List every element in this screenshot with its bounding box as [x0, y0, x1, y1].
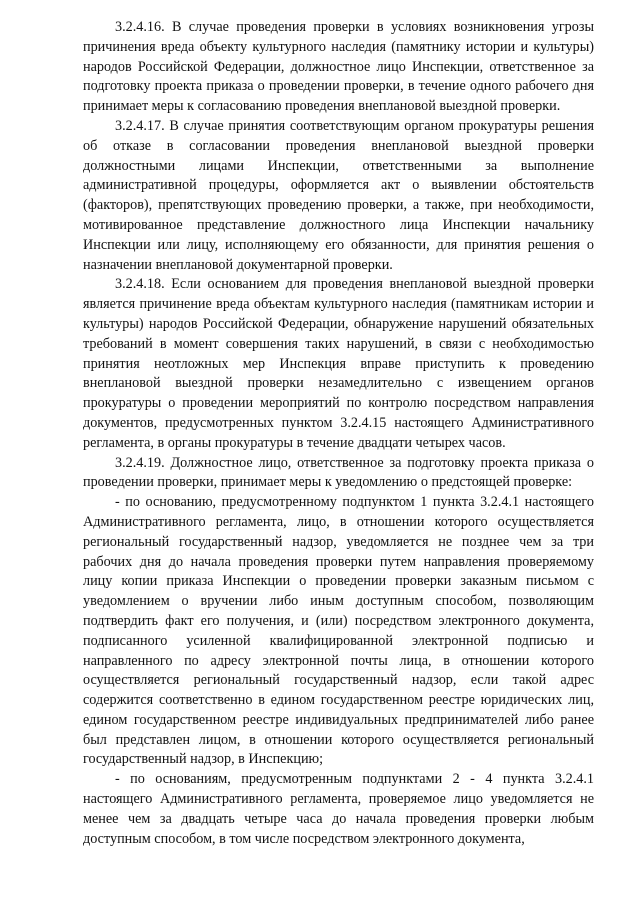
paragraph-3-2-4-17: 3.2.4.17. В случае принятия соответствующим органом прокуратуры решения об отказе в согласовании проведения внеплановой выездной проверки должностными лицами Инспекции, ответственными за выполнение административной процедуры, оформляется акт о выявлении обстоятельств (факторов), препятствующих проведению проверки, а также, при необходимости, мотивированное представление должностного лица Инспекции начальнику Инспекции или лицу, исполняющему его обязанности, для принятия решения о назначении внеплановой документарной проверки.	[83, 117, 594, 273]
list-item-subpoint-1: - по основанию, предусмотренному подпунктом 1 пункта 3.2.4.1 настоящего Административного регламента, лицо, в отношении которого осуществляется региональный государственный надзор, уведомляется не позднее чем за три рабочих дня до начала проведения проверки путем направления проверяемому лицу копии приказа Инспекции о проведении проверки заказным письмом с уведомлением о вручении либо иным доступным способом, позволяющим подтвердить факт его получения, и (или) посредством электронного документа, подписанного усиленной квалифицированной электронной подписью и направленного по адресу электронной почты лица, в отношении которого осуществляется региональный государственный надзор, если такой адрес содержится соответственно в едином государственном реестре юридических лиц, едином государственном реестре индивидуальных предпринимателей либо ранее был представлен лицом, в отношении которого осуществляется региональный государственный надзор, в Инспекцию;	[83, 494, 594, 768]
list-item-subpoints-2-4: - по основаниям, предусмотренным подпунктами 2 - 4 пункта 3.2.4.1 настоящего Административного регламента, проверяемое лицо уведомляется не менее чем за двадцать четыре часа до начала проведения проверки любым доступным способом, в том числе посредством электронного документа,	[83, 771, 594, 847]
paragraph-3-2-4-19: 3.2.4.19. Должностное лицо, ответственное за подготовку проекта приказа о проведении проверки, принимает меры к уведомлению о предстоящей проверке:	[83, 454, 594, 491]
document-page	[83, 18, 594, 849]
paragraph-3-2-4-18: 3.2.4.18. Если основанием для проведения внеплановой выездной проверки является причинение вреда объектам культурного наследия (памятникам истории и культуры) народов Российской Федерации, обнаружение нарушений обязательных требований в момент совершения таких нарушений, в связи с необходимостью принятия неотложных мер Инспекция вправе приступить к проведению внеплановой выездной проверки незамедлительно с извещением органов прокуратуры о проведении мероприятий по контролю посредством направления документов, предусмотренных пунктом 3.2.4.15 настоящего Административного регламента, в органы прокуратуры в течение двадцати четырех часов.	[83, 276, 594, 451]
paragraph-3-2-4-16: 3.2.4.16. В случае проведения проверки в условиях возникновения угрозы причинения вреда объекту культурного наследия (памятнику истории и культуры) народов Российской Федерации, должностное лицо Инспекции, ответственное за подготовку проекта приказа о проведении проверки, в течение одного рабочего дня принимает меры к согласованию проведения внеплановой выездной проверки.	[83, 19, 594, 115]
